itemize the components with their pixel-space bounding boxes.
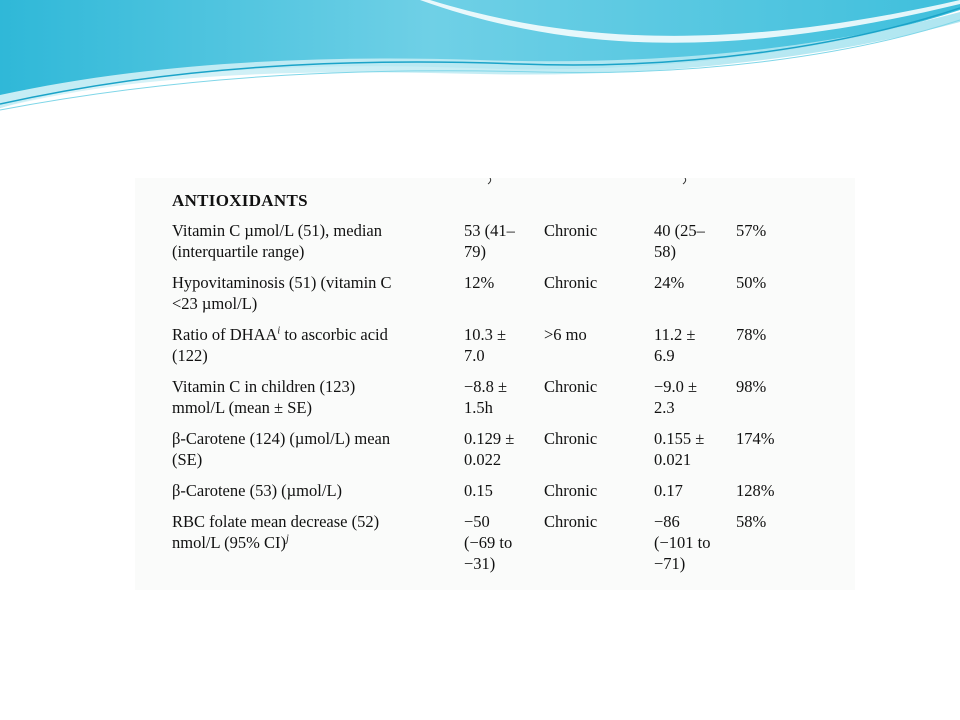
row-label-cell xyxy=(172,480,464,511)
row-label-cell xyxy=(172,428,464,480)
row-label-cell xyxy=(172,376,464,428)
header-wave-decoration xyxy=(0,0,960,120)
row-label-text: (interquartile range) xyxy=(172,242,305,261)
duration-cell xyxy=(544,272,654,324)
table-row xyxy=(172,511,796,584)
value-2-text: −9.0 ± xyxy=(654,377,698,396)
duration-cell xyxy=(544,220,654,272)
value-1-text: −8.8 ± xyxy=(464,377,508,396)
row-label-text: Hypovitaminosis (51) (vitamin C xyxy=(172,273,392,292)
value-2-text: 24% xyxy=(654,273,685,292)
row-label-text: mmol/L (mean ± SE) xyxy=(172,398,312,417)
percent-text: 98% xyxy=(736,377,767,396)
table-row xyxy=(172,324,796,376)
percent-cell xyxy=(736,272,796,324)
percent-text: 50% xyxy=(736,273,767,292)
value-1-text: (−69 to xyxy=(464,533,513,552)
antioxidants-table xyxy=(172,220,796,584)
value-2-cell xyxy=(654,220,736,272)
value-1-text: 0.022 xyxy=(464,450,502,469)
value-2-text: (−101 to xyxy=(654,533,711,552)
duration-text: Chronic xyxy=(544,273,598,292)
percent-text: 174% xyxy=(736,429,775,448)
value-1-text: 0.129 ± xyxy=(464,429,515,448)
row-label-text: β-Carotene (124) (µmol/L) mean xyxy=(172,429,391,448)
value-1-cell xyxy=(464,220,544,272)
value-2-text: 6.9 xyxy=(654,346,675,365)
value-1-cell xyxy=(464,511,544,584)
value-2-text: 0.17 xyxy=(654,481,683,500)
percent-text: 128% xyxy=(736,481,775,500)
value-1-cell xyxy=(464,428,544,480)
section-title: ANTIOXIDANTS xyxy=(172,191,308,210)
duration-text: Chronic xyxy=(544,377,598,396)
row-label-text: (122) xyxy=(172,346,208,365)
value-2-text: 0.021 xyxy=(654,450,692,469)
duration-cell xyxy=(544,324,654,376)
value-2-text: 0.155 ± xyxy=(654,429,705,448)
footnote-marker: i xyxy=(277,325,281,337)
row-label-text: nmol/L (95% CI)$^j$ xyxy=(172,533,289,552)
duration-cell xyxy=(544,428,654,480)
row-label-text: β-Carotene (53) (µmol/L) xyxy=(172,481,343,500)
row-label-cell xyxy=(172,324,464,376)
row-label-text: Ratio of DHAA$^i$ to ascorbic acid xyxy=(172,325,388,344)
value-1-text: 12% xyxy=(464,273,495,292)
row-label-text: RBC folate mean decrease (52) xyxy=(172,512,380,531)
percent-text: 58% xyxy=(736,512,767,531)
value-2-cell xyxy=(654,324,736,376)
value-2-text: 58) xyxy=(654,242,676,261)
duration-cell xyxy=(544,511,654,584)
value-2-cell xyxy=(654,480,736,511)
table-row xyxy=(172,220,796,272)
value-1-text: 1.5h xyxy=(464,398,493,417)
value-1-text: 79) xyxy=(464,242,486,261)
value-1-text: −50 xyxy=(464,512,490,531)
value-2-text: 40 (25– xyxy=(654,221,705,240)
value-1-text: 7.0 xyxy=(464,346,485,365)
duration-text: Chronic xyxy=(544,429,598,448)
value-1-cell xyxy=(464,376,544,428)
value-1-text: 10.3 ± xyxy=(464,325,507,344)
value-2-text: 11.2 ± xyxy=(654,325,696,344)
duration-text: >6 mo xyxy=(544,325,587,344)
percent-cell xyxy=(736,220,796,272)
table-row xyxy=(172,272,796,324)
value-2-cell xyxy=(654,428,736,480)
percent-cell xyxy=(736,376,796,428)
value-1-cell xyxy=(464,272,544,324)
value-2-cell xyxy=(654,376,736,428)
row-label-cell xyxy=(172,272,464,324)
footnote-marker: j xyxy=(285,533,289,545)
percent-cell xyxy=(736,511,796,584)
duration-text: Chronic xyxy=(544,512,598,531)
table-image-panel xyxy=(135,178,855,590)
value-2-text: 2.3 xyxy=(654,398,675,417)
value-1-cell xyxy=(464,324,544,376)
value-1-cell xyxy=(464,480,544,511)
row-label-cell xyxy=(172,511,464,584)
row-label-text: <23 µmol/L) xyxy=(172,294,258,313)
percent-cell xyxy=(736,428,796,480)
percent-text: 57% xyxy=(736,221,767,240)
value-2-cell xyxy=(654,272,736,324)
percent-text: 78% xyxy=(736,325,767,344)
row-label-text: (SE) xyxy=(172,450,203,469)
duration-text: Chronic xyxy=(544,481,598,500)
row-label-text: Vitamin C µmol/L (51), median xyxy=(172,221,382,240)
value-1-text: 0.15 xyxy=(464,481,493,500)
row-label-suffix: to ascorbic acid xyxy=(280,325,388,344)
duration-text: Chronic xyxy=(544,221,598,240)
percent-cell xyxy=(736,324,796,376)
cropped-row-marks xyxy=(135,178,855,186)
value-1-text: −31) xyxy=(464,554,496,573)
value-1-text: 53 (41– xyxy=(464,221,515,240)
percent-cell xyxy=(736,480,796,511)
table-row xyxy=(172,376,796,428)
table-row xyxy=(172,428,796,480)
duration-cell xyxy=(544,480,654,511)
value-2-text: −86 xyxy=(654,512,680,531)
value-2-cell xyxy=(654,511,736,584)
row-label-text: Vitamin C in children (123) xyxy=(172,377,356,396)
duration-cell xyxy=(544,376,654,428)
value-2-text: −71) xyxy=(654,554,686,573)
row-label-cell xyxy=(172,220,464,272)
table-row xyxy=(172,480,796,511)
